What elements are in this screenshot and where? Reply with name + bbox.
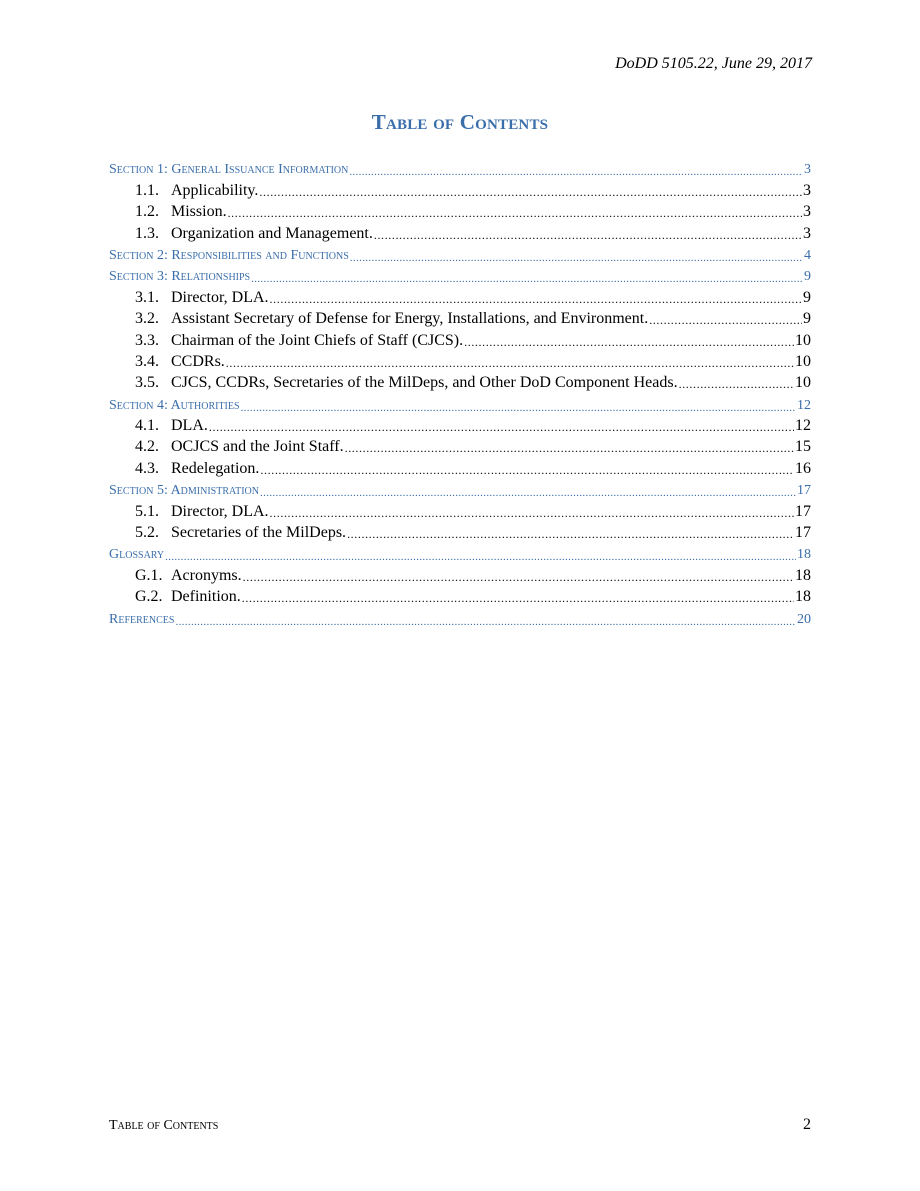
- dot-leader: [270, 292, 802, 307]
- toc-entry-label: Assistant Secretary of Defense for Energy, Installations, and Environment.: [171, 310, 649, 328]
- toc-page-number: 20: [797, 611, 811, 627]
- toc-item-link[interactable]: [109, 371, 811, 392]
- toc-item-number: 1.3.: [135, 224, 159, 242]
- dot-leader: [374, 228, 802, 243]
- toc-entry-label: CCDRs.: [171, 352, 225, 370]
- dot-leader: [209, 420, 794, 435]
- dot-leader: [259, 185, 802, 200]
- toc-item-link[interactable]: [109, 178, 811, 199]
- toc-entry-label: Secretaries of the MilDeps.: [171, 524, 347, 542]
- dot-leader: [649, 313, 802, 328]
- toc-page-number: 18: [797, 547, 811, 563]
- toc-page-number: 9: [803, 310, 811, 328]
- toc-page-number: 10: [795, 374, 811, 392]
- toc-entry-label: Organization and Management.: [171, 224, 373, 242]
- toc-entry-label: Director, DLA.: [171, 502, 269, 520]
- dot-leader: [260, 463, 794, 478]
- toc-item-number: 3.2.: [135, 310, 159, 328]
- toc-page-number: 18: [795, 588, 811, 606]
- toc-entry-label: Section 3: Relationships: [109, 269, 251, 285]
- toc-section-link[interactable]: [109, 606, 811, 627]
- toc-entry-label: Definition.: [171, 588, 241, 606]
- toc-page-number: 18: [795, 566, 811, 584]
- toc-page-number: 3: [804, 162, 811, 178]
- toc-page-number: 10: [795, 352, 811, 370]
- dot-leader: [165, 551, 796, 563]
- toc-section-link[interactable]: [109, 478, 811, 499]
- toc-entry-label: Chairman of the Joint Chiefs of Staff (CJCS).: [171, 331, 464, 349]
- toc-section-link[interactable]: [109, 542, 811, 563]
- document-reference: DoDD 5105.22, June 29, 2017: [615, 55, 812, 72]
- toc-section-link[interactable]: [109, 157, 811, 178]
- toc-entry-label: Section 2: Responsibilities and Functions: [109, 247, 349, 263]
- toc-item-link[interactable]: [109, 563, 811, 584]
- toc-page-number: 15: [795, 438, 811, 456]
- toc-item-number: 3.3.: [135, 331, 159, 349]
- dot-leader: [345, 441, 794, 456]
- toc-page-number: 16: [795, 459, 811, 477]
- toc-entry-label: Section 1: General Issuance Information: [109, 162, 349, 178]
- toc-title: Table of Contents: [371, 110, 549, 134]
- dot-leader: [251, 273, 803, 285]
- dot-leader: [347, 527, 794, 542]
- toc-item-link[interactable]: [109, 499, 811, 520]
- table-of-contents: [109, 157, 811, 628]
- dot-leader: [350, 252, 803, 264]
- toc-item-number: 1.2.: [135, 203, 159, 221]
- dot-leader: [226, 356, 794, 371]
- toc-page-number: 3: [803, 224, 811, 242]
- toc-page-number: 12: [797, 397, 811, 413]
- toc-entry-label: Mission.: [171, 203, 227, 221]
- toc-item-link[interactable]: [109, 435, 811, 456]
- dot-leader: [242, 591, 794, 606]
- dot-leader: [260, 487, 796, 499]
- toc-item-number: 5.2.: [135, 524, 159, 542]
- toc-section-link[interactable]: [109, 392, 811, 413]
- toc-entry-label: CJCS, CCDRs, Secretaries of the MilDeps, and Other DoD Component Heads.: [171, 374, 678, 392]
- toc-page-number: 9: [803, 288, 811, 306]
- footer-section-name: Table of Contents: [109, 1118, 219, 1133]
- toc-page-number: 3: [803, 203, 811, 221]
- toc-item-number: 4.3.: [135, 459, 159, 477]
- toc-entry-label: Section 5: Administration: [109, 483, 260, 499]
- toc-entry-label: Applicability.: [171, 181, 259, 199]
- footer-page-number: 2: [803, 1116, 811, 1133]
- toc-item-number: 3.5.: [135, 374, 159, 392]
- toc-item-link[interactable]: [109, 585, 811, 606]
- toc-page-number: 17: [795, 524, 811, 542]
- toc-page-number: 4: [804, 247, 811, 263]
- toc-item-number: 4.2.: [135, 438, 159, 456]
- toc-item-number: 4.1.: [135, 417, 159, 435]
- toc-section-link[interactable]: [109, 243, 811, 264]
- toc-item-link[interactable]: [109, 307, 811, 328]
- toc-item-link[interactable]: [109, 521, 811, 542]
- dot-leader: [175, 616, 796, 628]
- toc-item-number: G.1.: [135, 566, 163, 584]
- toc-entry-label: OCJCS and the Joint Staff.: [171, 438, 344, 456]
- dot-leader: [464, 335, 794, 350]
- toc-item-link[interactable]: [109, 350, 811, 371]
- toc-item-number: 3.1.: [135, 288, 159, 306]
- toc-page-number: 12: [795, 417, 811, 435]
- toc-entry-label: Director, DLA.: [171, 288, 269, 306]
- toc-item-number: 3.4.: [135, 352, 159, 370]
- dot-leader: [241, 402, 796, 414]
- toc-entry-label: Acronyms.: [171, 566, 242, 584]
- toc-page-number: 3: [803, 181, 811, 199]
- toc-page-number: 17: [795, 502, 811, 520]
- dot-leader: [679, 377, 794, 392]
- dot-leader: [243, 570, 794, 585]
- toc-page-number: 10: [795, 331, 811, 349]
- toc-item-link[interactable]: [109, 285, 811, 306]
- toc-item-link[interactable]: [109, 221, 811, 242]
- toc-item-link[interactable]: [109, 414, 811, 435]
- toc-entry-label: Redelegation.: [171, 459, 260, 477]
- toc-item-number: 1.1.: [135, 181, 159, 199]
- dot-leader: [228, 206, 802, 221]
- toc-item-link[interactable]: [109, 456, 811, 477]
- toc-item-link[interactable]: [109, 328, 811, 349]
- toc-page-number: 9: [804, 269, 811, 285]
- toc-page-number: 17: [797, 483, 811, 499]
- toc-entry-label: Glossary: [109, 547, 165, 563]
- toc-entry-label: DLA.: [171, 417, 208, 435]
- toc-item-link[interactable]: [109, 200, 811, 221]
- dot-leader: [270, 506, 794, 521]
- toc-item-number: G.2.: [135, 588, 163, 606]
- toc-item-number: 5.1.: [135, 502, 159, 520]
- dot-leader: [349, 166, 803, 178]
- toc-entry-label: References: [109, 611, 175, 627]
- toc-entry-label: Section 4: Authorities: [109, 397, 240, 413]
- toc-section-link[interactable]: [109, 264, 811, 285]
